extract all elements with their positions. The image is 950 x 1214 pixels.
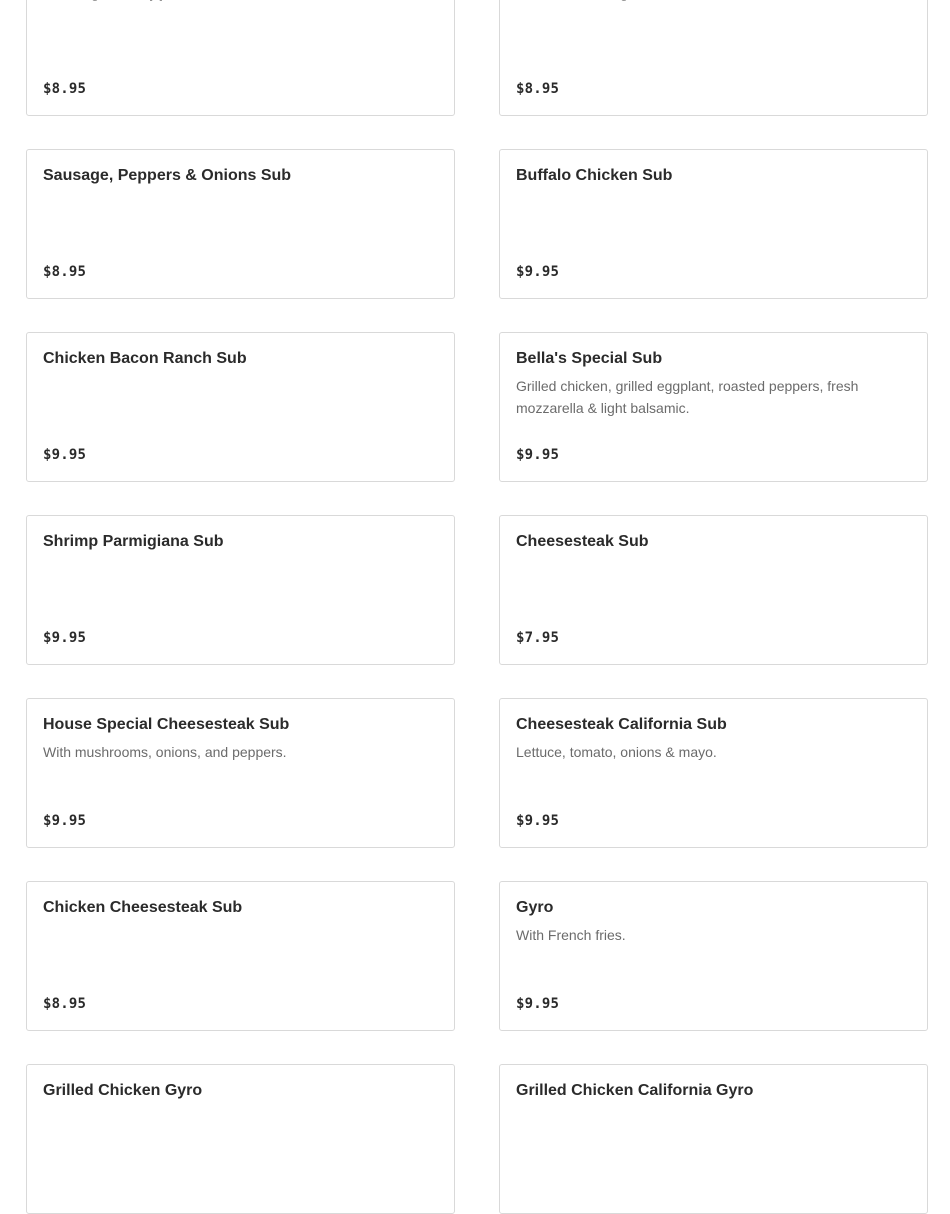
menu-item-name: Chicken Bacon Ranch Sub — [43, 350, 247, 367]
menu-item-card[interactable] — [499, 515, 928, 665]
menu-item-card[interactable] — [499, 0, 928, 116]
menu-item-description: Grilled chicken, grilled eggplant, roasted peppers, fresh mozzarella & light balsamic. — [516, 378, 859, 416]
menu-item-description: With mushrooms, onions, and peppers. — [43, 744, 287, 760]
menu-item-name: Chicken Cheesesteak Sub — [43, 899, 243, 916]
menu-items-grid — [26, 0, 928, 1214]
menu-item-name: House Special Cheesesteak Sub — [43, 716, 290, 733]
menu-item-description: With French fries. — [516, 927, 626, 943]
menu-item-price: $7.95 — [516, 630, 560, 646]
menu-item-name: Grilled Chicken Gyro — [43, 1082, 203, 1099]
menu-item-card[interactable] — [26, 0, 455, 116]
menu-item-card[interactable] — [499, 149, 928, 299]
menu-item-name: Buffalo Chicken Sub — [516, 167, 673, 184]
menu-item-card[interactable] — [26, 881, 455, 1031]
menu-item-name: Cheesesteak California Sub — [516, 716, 727, 733]
menu-item-price: $8.95 — [43, 996, 87, 1012]
menu-item-card[interactable] — [26, 149, 455, 299]
menu-item-price: $9.95 — [516, 996, 560, 1012]
menu-item-price: $8.95 — [43, 81, 87, 97]
menu-item-card[interactable] — [26, 1064, 455, 1214]
menu-item-card[interactable] — [26, 332, 455, 482]
menu-item-name: Shrimp Parmigiana Sub — [43, 533, 224, 550]
menu-item-name: Cheesesteak Sub — [516, 533, 649, 550]
menu-item-name: Sausage, Peppers & Onions Sub — [43, 167, 292, 184]
menu-item-price: $9.95 — [43, 447, 87, 463]
menu-item-name: Grilled Chicken California Gyro — [516, 1082, 754, 1099]
menu-item-card[interactable] — [499, 332, 928, 482]
menu-item-price: $9.95 — [516, 264, 560, 280]
menu-item-name: Bella's Special Sub — [516, 350, 663, 367]
menu-item-price: $9.95 — [43, 813, 87, 829]
menu-item-card[interactable] — [499, 881, 928, 1031]
menu-item-card[interactable] — [26, 515, 455, 665]
menu-item-name — [43, 0, 438, 4]
menu-item-name — [516, 0, 911, 4]
menu-item-name: Gyro — [516, 899, 554, 916]
menu-item-price: $9.95 — [43, 630, 87, 646]
menu-item-description: Lettuce, tomato, onions & mayo. — [516, 744, 717, 760]
menu-item-price: $8.95 — [43, 264, 87, 280]
menu-item-price: $9.95 — [516, 447, 560, 463]
menu-item-card[interactable] — [499, 1064, 928, 1214]
menu-item-card[interactable] — [26, 698, 455, 848]
menu-item-price: $9.95 — [516, 813, 560, 829]
menu-item-card[interactable] — [499, 698, 928, 848]
menu-item-price: $8.95 — [516, 81, 560, 97]
